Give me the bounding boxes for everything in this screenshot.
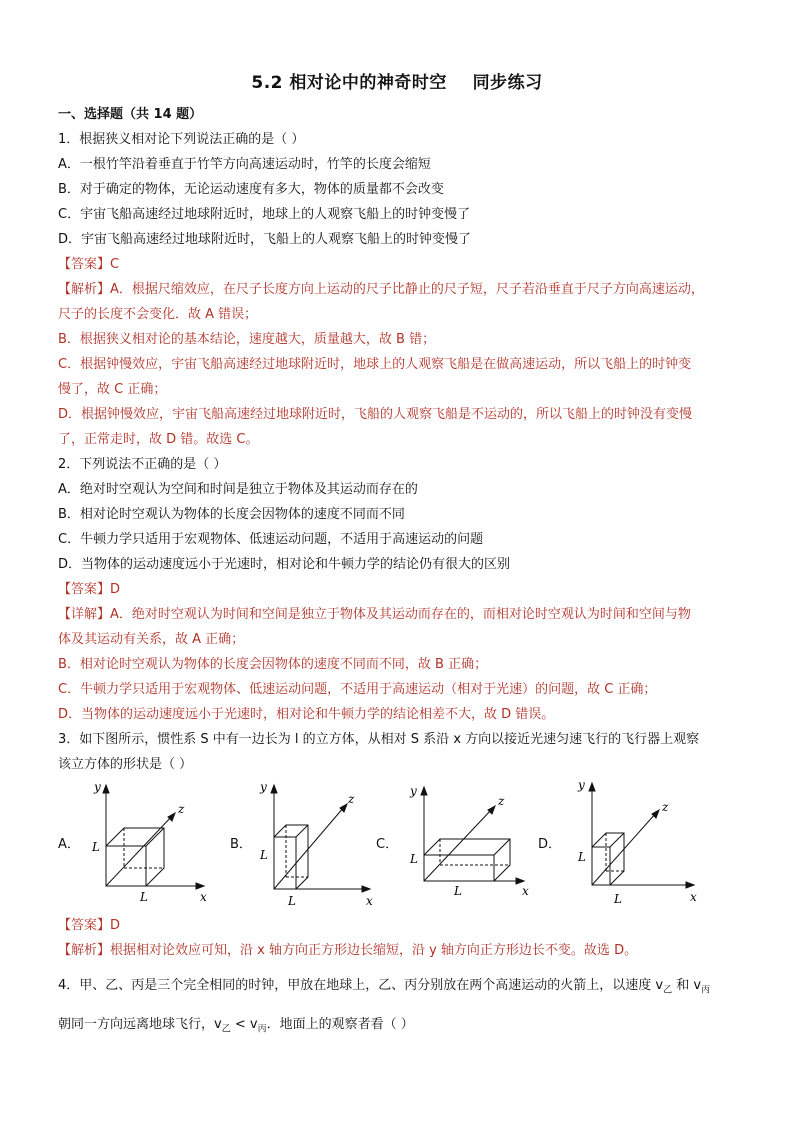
analysis-line: D．当物体的运动速度远小于光速时，相对论和牛顿力学的结论相差不大，故 D 错误。 — [58, 707, 555, 722]
analysis-text: A．绝对时空观认为时间和空间是独立于物体及其运动而存在的，而相对论时空观认为时间和空间与物 — [110, 607, 691, 622]
figure-d — [538, 778, 697, 913]
question-3-stem: 3．如下图所示，惯性系 S 中有一边长为 l 的立方体，从相对 S 系沿 x 方向以接近光速匀速飞行的飞行器上观察 — [58, 732, 700, 747]
axis-y-label: y — [410, 784, 417, 798]
question-2-option-d: D．当物体的运动速度远小于光速时，相对论和牛顿力学的结论仍有很大的区别 — [58, 557, 511, 572]
question-2-analysis — [58, 602, 740, 627]
page-title: 5.2 相对论中的神奇时空 同步练习 — [251, 73, 543, 93]
question-4-stem — [58, 973, 740, 998]
analysis-tag: 【解析】 — [58, 282, 111, 297]
question-3-figures — [58, 778, 740, 913]
analysis-line: 了，正常走时，故 D 错。故选 C。 — [58, 432, 259, 447]
figure-c — [376, 781, 529, 913]
length-label-y: L — [578, 850, 586, 864]
figure-a — [58, 781, 208, 913]
figure-a-label: A． — [58, 837, 80, 852]
analysis-line: C．牛顿力学只适用于宏观物体、低速运动问题，不适用于高速运动（相对于光速）的问题，故 C 正确； — [58, 682, 657, 697]
analysis-tag: 【解析】 — [58, 943, 111, 958]
question-1-option-b: B．对于确定的物体，无论运动速度有多大，物体的质量都不会改变 — [58, 182, 444, 197]
question-2-answer — [58, 577, 740, 602]
axis-x-label: x — [200, 890, 207, 904]
question-2-stem: 2．下列说法不正确的是（ ） — [58, 457, 227, 472]
figure-c-label: C． — [376, 837, 399, 852]
analysis-text: A．根据尺缩效应，在尺子长度方向上运动的尺子比静止的尺子短，尺子若沿垂直于尺子方向高速运动， — [110, 282, 704, 297]
axis-y-label: y — [94, 780, 101, 794]
axis-y-label: y — [578, 778, 585, 792]
figure-b-diagram — [254, 781, 384, 911]
axis-y-label: y — [260, 780, 267, 794]
q4-text: 4．甲、乙、丙是三个完全相同的时钟，甲放在地球上，乙、丙分别放在两个高速运动的火箭上，以速度 v — [58, 978, 664, 993]
axis-z-label: z — [662, 800, 669, 814]
length-label-x: L — [288, 894, 296, 908]
analysis-line: 体及其运动有关系，故 A 正确； — [58, 632, 245, 647]
question-3-answer — [58, 913, 740, 938]
figure-b-label: B． — [230, 837, 252, 852]
axis-z-label: z — [498, 794, 505, 808]
question-4-stem-cont — [58, 1012, 740, 1037]
analysis-line: C．根据钟慢效应，宇宙飞船高速经过地球附近时，地球上的人观察飞船是在做高速运动，所以飞船上的时钟变 — [58, 357, 692, 372]
answer-value: D — [110, 582, 121, 597]
q4-text: 朝同一方向远离地球飞行，v — [58, 1017, 222, 1032]
q4-text: < v — [230, 1017, 258, 1032]
axis-x-label: x — [522, 884, 529, 898]
question-3-stem-cont: 该立方体的形状是（ ） — [58, 757, 193, 772]
question-1-option-a: A．一根竹竿沿着垂直于竹竿方向高速运动时，竹竿的长度会缩短 — [58, 157, 431, 172]
q4-sub-yi: 乙 — [663, 985, 673, 996]
length-label-x: L — [454, 884, 462, 898]
analysis-tag: 【详解】 — [58, 607, 111, 622]
analysis-line: B．相对论时空观认为物体的长度会因物体的速度不同而不同，故 B 正确； — [58, 657, 488, 672]
answer-tag: 【答案】 — [58, 257, 111, 272]
q4-sub-bing: 丙 — [701, 985, 711, 996]
analysis-line: B．根据狭义相对论的基本结论，速度越大，质量越大，故 B 错； — [58, 332, 436, 347]
q4-sub-bing: 丙 — [257, 1024, 267, 1035]
question-1-analysis — [58, 277, 740, 302]
figure-a-diagram — [82, 781, 212, 911]
question-1-option-c: C．宇宙飞船高速经过地球附近时，地球上的人观察飞船上的时钟变慢了 — [58, 207, 471, 222]
analysis-line: 尺子的长度不会变化．故 A 错误； — [58, 307, 258, 322]
length-label-x: L — [614, 892, 622, 906]
axis-x-label: x — [366, 894, 373, 908]
q4-text: ．地面上的观察者看（ ） — [266, 1017, 414, 1032]
question-1-stem: 1．根据狭义相对论下列说法正确的是（ ） — [58, 132, 305, 147]
axis-z-label: z — [178, 802, 185, 816]
axis-z-label: z — [348, 792, 355, 806]
question-1-answer — [58, 252, 740, 277]
question-1-option-d: D．宇宙飞船高速经过地球附近时，飞船上的人观察飞船上的时钟变慢了 — [58, 232, 472, 247]
q4-sub-yi: 乙 — [221, 1024, 231, 1035]
section-heading: 一、选择题（共 14 题） — [58, 107, 203, 122]
length-label-y: L — [92, 840, 100, 854]
answer-value: D — [110, 918, 121, 933]
analysis-text: 根据相对论效应可知，沿 x 轴方向正方形边长缩短，沿 y 轴方向正方形边长不变。故选 D。 — [110, 943, 638, 958]
figure-d-diagram — [562, 778, 712, 911]
question-3-analysis — [58, 938, 740, 963]
figure-d-label: D． — [538, 837, 562, 852]
length-label-x: L — [140, 890, 148, 904]
answer-tag: 【答案】 — [58, 582, 111, 597]
question-2-option-b: B．相对论时空观认为物体的长度会因物体的速度不同而不同 — [58, 507, 405, 522]
document-body — [58, 102, 740, 1037]
analysis-line: 慢了，故 C 正确； — [58, 382, 167, 397]
figure-b — [230, 781, 380, 913]
q4-text: 和 v — [672, 978, 702, 993]
analysis-line: D．根据钟慢效应，宇宙飞船高速经过地球附近时，飞船的人观察飞船是不运动的，所以飞船上的时钟没有变慢 — [58, 407, 693, 422]
figure-c-diagram — [400, 781, 550, 911]
answer-value: C — [110, 257, 120, 272]
length-label-y: L — [410, 852, 418, 866]
axis-x-label: x — [690, 890, 697, 904]
question-2-option-c: C．牛顿力学只适用于宏观物体、低速运动问题，不适用于高速运动的问题 — [58, 532, 484, 547]
answer-tag: 【答案】 — [58, 918, 111, 933]
question-2-option-a: A．绝对时空观认为空间和时间是独立于物体及其运动而存在的 — [58, 482, 418, 497]
length-label-y: L — [260, 848, 268, 862]
